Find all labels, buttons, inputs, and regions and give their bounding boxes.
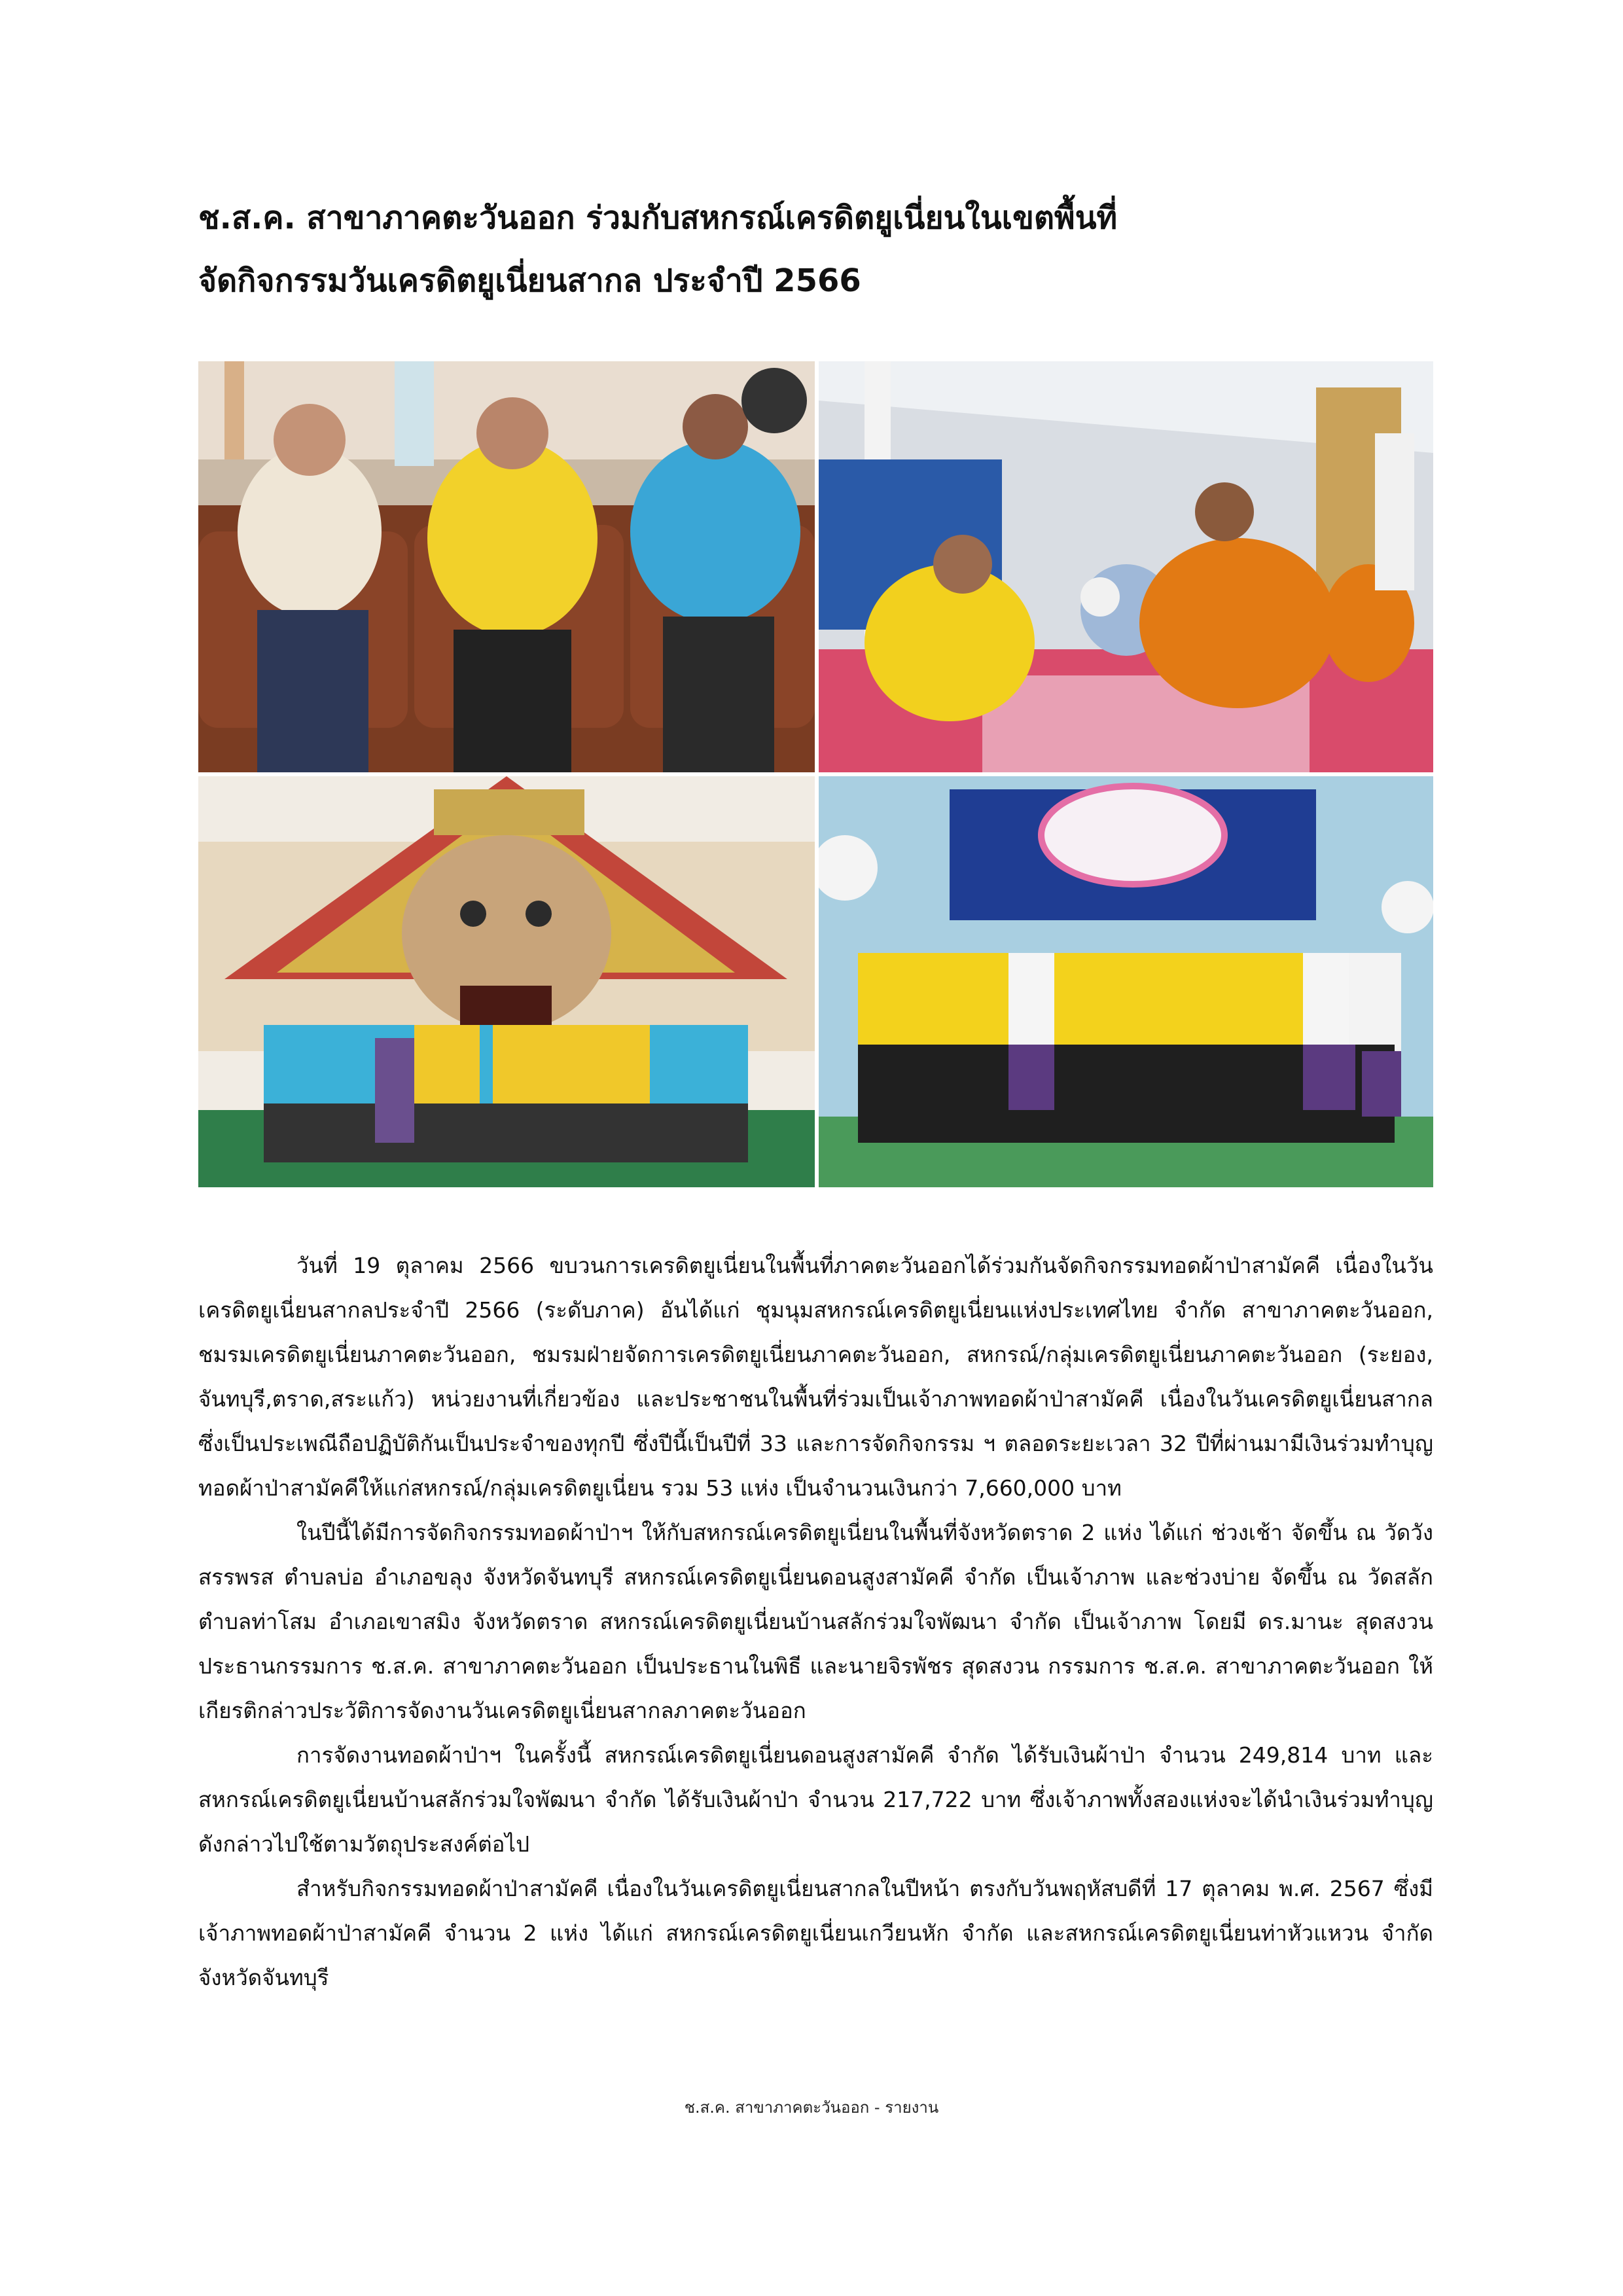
paragraph-1: วันที่ 19 ตุลาคม 2566 ขบวนการเครดิตยูเนี่ยนในพื้นที่ภาคตะวันออกได้ร่วมกันจัดกิจกรรมทอดผ้าป่าสามัคคี เนื่องในวันเครดิตยูเนี่ยนสากลประจำปี 2566 (ระดับภาค) อันได้แก่ ชุมนุมสหกรณ์เครดิตยูเนี่ยนแห่งประเทศไทย จำกัด สาขาภาคตะวันออก, ชมรมเครดิตยูเนี่ยนภาคตะวันออก, ชมรมฝ่ายจัดการเครดิตยูเนี่ยนภาคตะวันออก, สหกรณ์/กลุ่มเครดิตยูเนี่ยนภาคตะวันออก (ระยอง, จันทบุรี,ตราด,สระแก้ว) หน่วยงานที่เกี่ยวข้อง และประชาชนในพื้นที่ร่วมเป็นเจ้าภาพทอดผ้าป่าสามัคคี เนื่องในวันเครดิตยูเนี่ยนสากล ซึ่งเป็นประเพณีถือปฏิบัติกันเป็นประจำของทุกปี ซึ่งปีนี้เป็นปีที่ 33 และการจัดกิจกรรม ฯ ตลอดระยะเวลา 32 ปีที่ผ่านมามีเงินร่วมทำบุญทอดผ้าป่าสามัคคีให้แก่สหกรณ์/กลุ่มเครดิตยูเนี่ยน รวม 53 แห่ง เป็นจำนวนเงินกว่า 7,660,000 บาท (198, 1253, 1433, 1501)
paragraph-3: การจัดงานทอดผ้าป่าฯ ในครั้งนี้ สหกรณ์เครดิตยูเนี่ยนดอนสูงสามัคคี จำกัด ได้รับเงินผ้าป่า จำนวน 249,814 บาท และสหกรณ์เครดิตยูเนี่ยนบ้านสลักร่วมใจพัฒนา จำกัด ได้รับเงินผ้าป่า จำนวน 217,722 บาท ซึ่งเจ้าภาพทั้งสองแห่งจะได้นำเงินร่วมทำบุญดังกล่าวไปใช้ตามวัตถุประสงค์ต่อไป (198, 1742, 1433, 1857)
photo-collage (198, 361, 1433, 1187)
paragraph-2: ในปีนี้ได้มีการจัดกิจกรรมทอดผ้าป่าฯ ให้กับสหกรณ์เครดิตยูเนี่ยนในพื้นที่จังหวัดตราด 2 แห่ง ได้แก่ ช่วงเช้า จัดขึ้น ณ วัดวังสรรพรส ตำบลบ่อ อำเภอขลุง จังหวัดจันทบุรี สหกรณ์เครดิตยูเนี่ยนดอนสูงสามัคคี จำกัด เป็นเจ้าภาพ และช่วงบ่าย จัดขึ้น ณ วัดสลักตำบลท่าโสม อำเภอเขาสมิง จังหวัดตราด สหกรณ์เครดิตยูเนี่ยนบ้านสลักร่วมใจพัฒนา จำกัด เป็นเจ้าภาพ โดยมี ดร.มานะ สุดสงวน ประธานกรรมการ ช.ส.ค. สาขาภาคตะวันออก เป็นประธานในพิธี และนายจิรพัชร สุดสงวน กรรมการ ช.ส.ค. สาขาภาคตะวันออก ให้เกียรติกล่าวประวัติการจัดงานวันเครดิตยูเนี่ยนสากลภาคตะวันออก (198, 1520, 1433, 1723)
title-line-2: จัดกิจกรรมวันเครดิตยูเนี่ยนสากล ประจำปี 2566 (198, 262, 861, 299)
document-title (198, 187, 1442, 312)
photo-monk-ceremony (819, 361, 1433, 772)
photo-tiger-temple-group (198, 776, 815, 1187)
article-body (198, 1244, 1433, 2000)
paragraph-4: สำหรับกิจกรรมทอดผ้าป่าสามัคคี เนื่องในวันเครดิตยูเนี่ยนสากลในปีหน้า ตรงกับวันพฤหัสบดีที่ 17 ตุลาคม พ.ศ. 2567 ซึ่งมีเจ้าภาพทอดผ้าป่าสามัคคี จำนวน 2 แห่ง ได้แก่ สหกรณ์เครดิตยูเนี่ยนเกวียนหัก จำกัด และสหกรณ์เครดิตยูเนี่ยนท่าหัวแหวน จำกัด จังหวัดจันทบุรี (198, 1876, 1433, 1990)
title-line-1: ช.ส.ค. สาขาภาคตะวันออก ร่วมกับสหกรณ์เครดิตยูเนี่ยนในเขตพื้นที่ (198, 200, 1118, 236)
page-footer: ช.ส.ค. สาขาภาคตะวันออก - รายงาน (684, 2098, 939, 2117)
photo-group-backdrop (819, 776, 1433, 1187)
photo-seated-guests (198, 361, 815, 772)
